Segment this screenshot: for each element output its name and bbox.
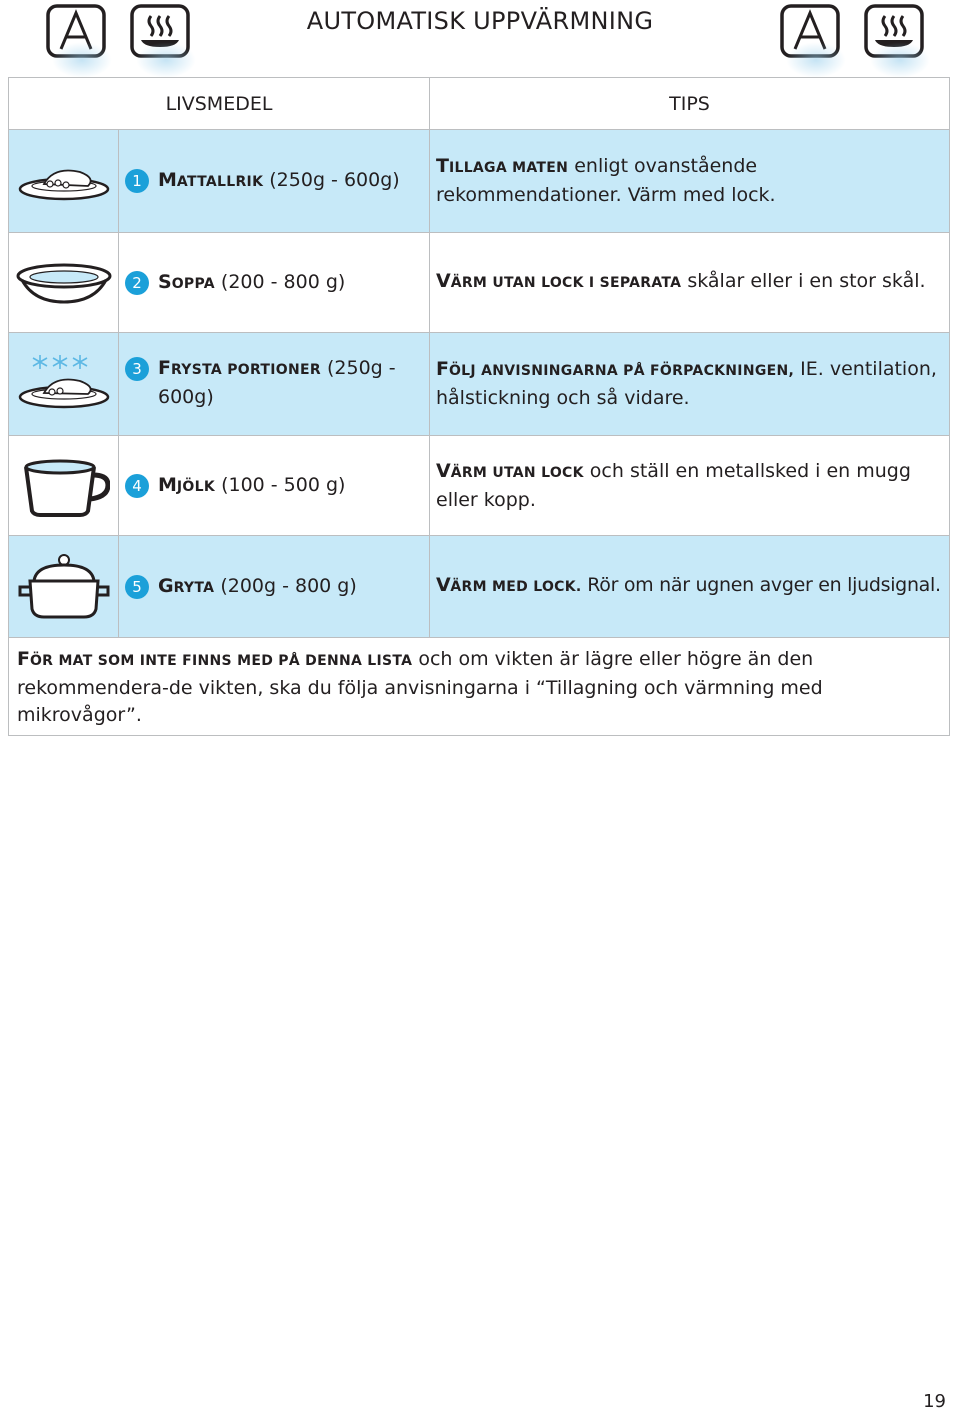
- reheat-mode-icon: [862, 2, 926, 62]
- frozen-plate-icon: [9, 333, 119, 436]
- reheat-guide-table: [8, 77, 950, 736]
- table-row: [9, 130, 950, 233]
- reheat-mode-icon: [128, 2, 192, 62]
- food-label: MATTALLRIK (250g - 600g): [158, 169, 400, 191]
- tip-text: TILLAGA MATEN enligt ovanstående rekommendationer. Värm med lock.: [430, 130, 950, 233]
- soup-plate-icon: [9, 233, 119, 333]
- food-label: MJÖLK (100 - 500 g): [158, 473, 346, 496]
- number-badge: 1: [125, 169, 149, 193]
- table-header-row: [9, 78, 950, 130]
- auto-mode-icon: [44, 2, 108, 62]
- footer-note: FÖR MAT SOM INTE FINNS MED PÅ DENNA LISTA och om vikten är lägre eller högre än den rekommendera-de vikten, ska du följa anvisningarna i “Tillagning och värmning med mikrovågor”.: [9, 638, 950, 736]
- table-row: [9, 333, 950, 436]
- tips-column-header: TIPS: [430, 78, 950, 130]
- table-row: [9, 233, 950, 333]
- page-number: 19: [923, 1391, 946, 1412]
- footer-note-row: [9, 638, 950, 736]
- table-row: [9, 536, 950, 638]
- page-title: AUTOMATISK UPPVÄRMNING: [306, 7, 654, 35]
- food-label: FRYSTA PORTIONER (250g - 600g): [158, 357, 396, 408]
- tip-text: VÄRM UTAN LOCK och ställ en metallsked i en mugg eller kopp.: [430, 436, 950, 536]
- casserole-pot-icon: [9, 536, 119, 638]
- tip-text: VÄRM MED LOCK. Rör om när ugnen avger en ljudsignal.: [430, 536, 950, 638]
- auto-mode-icon: [778, 2, 842, 62]
- tip-text: FÖLJ ANVISNINGARNA PÅ FÖRPACKNINGEN, IE. ventilation, hålstickning och så vidare.: [430, 333, 950, 436]
- food-column-header: LIVSMEDEL: [9, 78, 430, 130]
- tip-text: VÄRM UTAN LOCK I SEPARATA skålar eller i en stor skål.: [430, 233, 950, 333]
- number-badge: 5: [125, 575, 149, 599]
- number-badge: 4: [125, 474, 149, 498]
- page-header: [0, 0, 960, 70]
- food-label: GRYTA (200g - 800 g): [158, 574, 357, 597]
- milk-mug-icon: [9, 436, 119, 536]
- number-badge: 3: [125, 357, 149, 381]
- food-label: SOPPA (200 - 800 g): [158, 270, 346, 293]
- table-row: [9, 436, 950, 536]
- dinner-plate-icon: [9, 130, 119, 233]
- number-badge: 2: [125, 271, 149, 295]
